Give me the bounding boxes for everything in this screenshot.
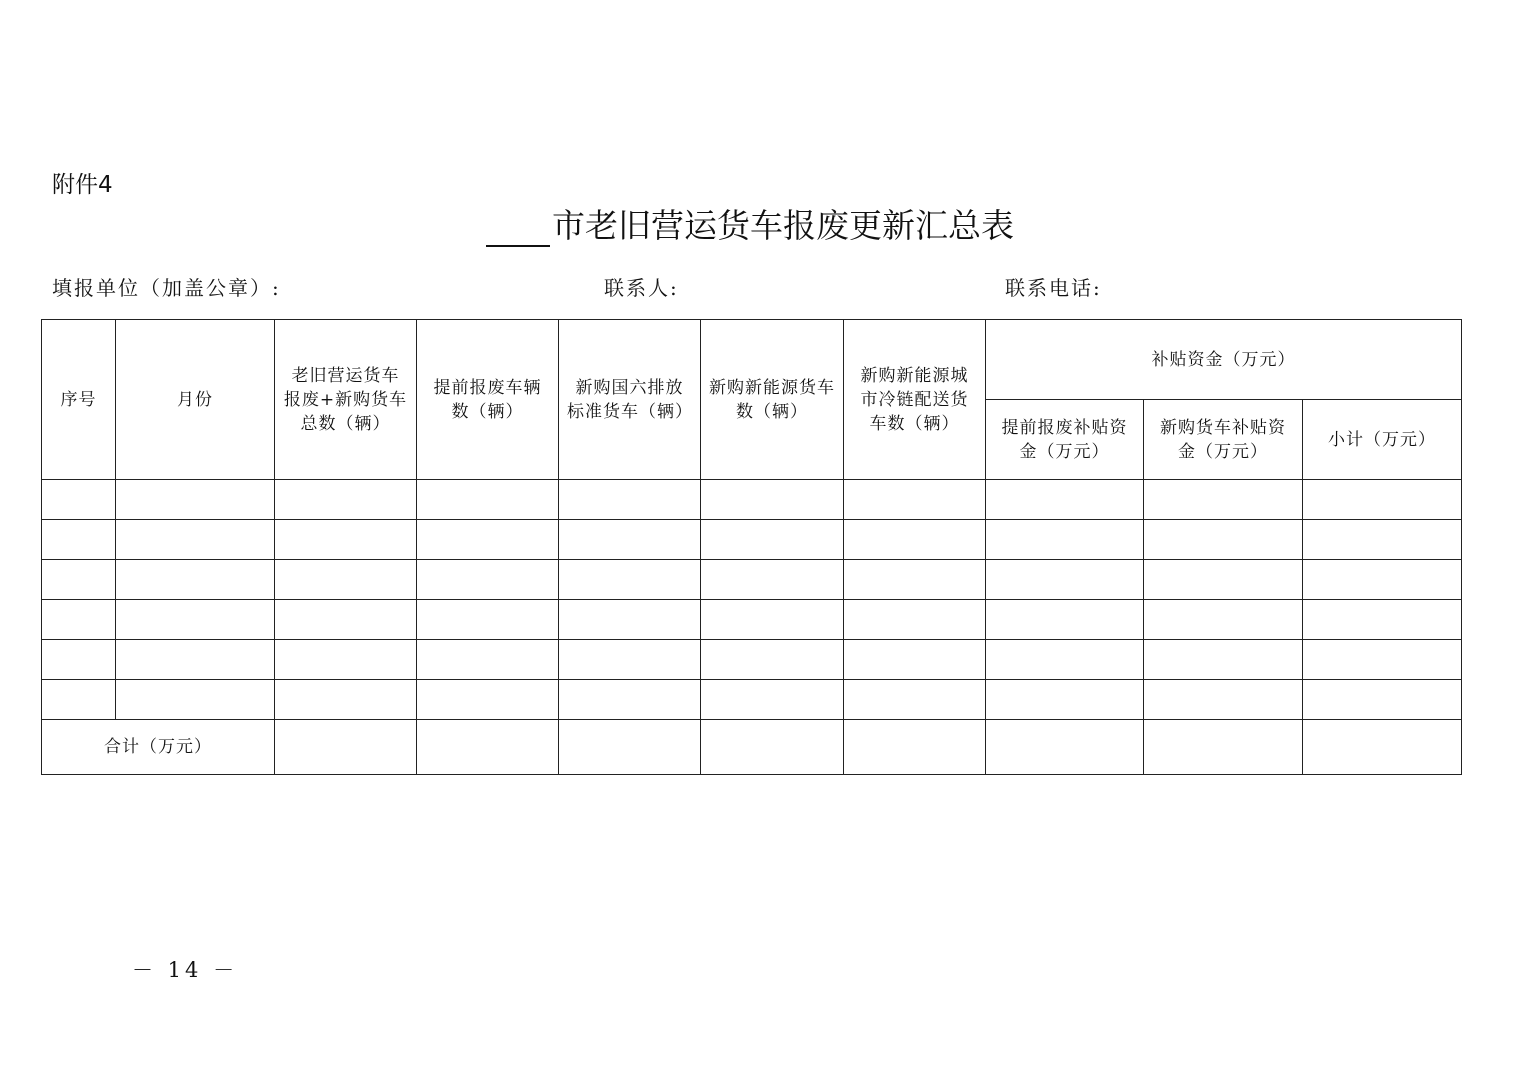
table-cell[interactable]	[417, 600, 559, 640]
table-cell[interactable]	[417, 680, 559, 720]
table-cell[interactable]	[1144, 640, 1303, 680]
table-cell[interactable]	[701, 680, 844, 720]
table-cell[interactable]	[42, 520, 116, 560]
table-cell[interactable]	[701, 640, 844, 680]
table-cell[interactable]	[1303, 560, 1462, 600]
table-cell[interactable]	[701, 600, 844, 640]
table-cell[interactable]	[42, 640, 116, 680]
total-cell[interactable]	[559, 720, 701, 775]
table-cell[interactable]	[417, 480, 559, 520]
header-new-energy: 新购新能源货车数（辆）	[701, 320, 844, 480]
table-row	[42, 560, 1462, 600]
table-cell[interactable]	[1144, 600, 1303, 640]
total-label: 合计（万元）	[42, 720, 275, 775]
table-cell[interactable]	[986, 600, 1144, 640]
table-cell[interactable]	[1303, 600, 1462, 640]
attachment-label: 附件4	[52, 172, 113, 198]
table-cell[interactable]	[116, 600, 275, 640]
table-cell[interactable]	[844, 680, 986, 720]
table-cell[interactable]	[1144, 480, 1303, 520]
table-cell[interactable]	[417, 640, 559, 680]
table-cell[interactable]	[701, 560, 844, 600]
table-cell[interactable]	[559, 600, 701, 640]
table-cell[interactable]	[559, 560, 701, 600]
page-title	[0, 200, 1500, 247]
total-cell[interactable]	[1144, 720, 1303, 775]
total-cell[interactable]	[1303, 720, 1462, 775]
table-cell[interactable]	[275, 560, 417, 600]
table-cell[interactable]	[986, 480, 1144, 520]
total-cell[interactable]	[986, 720, 1144, 775]
table-cell[interactable]	[1303, 480, 1462, 520]
table-cell[interactable]	[559, 520, 701, 560]
table-cell[interactable]	[417, 560, 559, 600]
title-blank-line	[486, 209, 550, 247]
table-cell[interactable]	[42, 480, 116, 520]
total-row	[42, 720, 1462, 775]
table-cell[interactable]	[701, 480, 844, 520]
total-cell[interactable]	[275, 720, 417, 775]
table-cell[interactable]	[844, 480, 986, 520]
header-subsidy-purchase: 新购货车补贴资金（万元）	[1144, 400, 1303, 480]
table-cell[interactable]	[417, 520, 559, 560]
header-total: 老旧营运货车报废+新购货车总数（辆）	[275, 320, 417, 480]
fill-contact-label: 联系人:	[604, 276, 679, 300]
table-cell[interactable]	[116, 640, 275, 680]
table-cell[interactable]	[986, 520, 1144, 560]
header-cold-chain: 新购新能源城市冷链配送货车数（辆）	[844, 320, 986, 480]
table-cell[interactable]	[116, 480, 275, 520]
table-cell[interactable]	[559, 480, 701, 520]
table-cell[interactable]	[986, 560, 1144, 600]
table-cell[interactable]	[701, 520, 844, 560]
total-cell[interactable]	[701, 720, 844, 775]
table-row	[42, 520, 1462, 560]
table-cell[interactable]	[275, 480, 417, 520]
header-early-scrap: 提前报废车辆数（辆）	[417, 320, 559, 480]
table-cell[interactable]	[844, 600, 986, 640]
table-cell[interactable]	[844, 560, 986, 600]
table-cell[interactable]	[559, 640, 701, 680]
table-cell[interactable]	[42, 600, 116, 640]
table-cell[interactable]	[275, 520, 417, 560]
table-row	[42, 640, 1462, 680]
table-cell[interactable]	[116, 560, 275, 600]
table-cell[interactable]	[844, 640, 986, 680]
table-cell[interactable]	[275, 640, 417, 680]
table-cell[interactable]	[986, 640, 1144, 680]
header-month: 月份	[116, 320, 275, 480]
page-number: － 14 －	[132, 958, 239, 982]
title-text: 市老旧营运货车报废更新汇总表	[552, 206, 1014, 245]
table-row	[42, 480, 1462, 520]
fill-phone-label: 联系电话:	[1005, 276, 1102, 300]
table-cell[interactable]	[42, 560, 116, 600]
header-seq: 序号	[42, 320, 116, 480]
table-cell[interactable]	[1144, 520, 1303, 560]
table-cell[interactable]	[1303, 520, 1462, 560]
table-cell[interactable]	[986, 680, 1144, 720]
header-subsidy-scrap: 提前报废补贴资金（万元）	[986, 400, 1144, 480]
table-row	[42, 600, 1462, 640]
table-cell[interactable]	[1144, 560, 1303, 600]
table-cell[interactable]	[116, 520, 275, 560]
table-cell[interactable]	[1144, 680, 1303, 720]
header-subsidy-group: 补贴资金（万元）	[986, 320, 1462, 400]
table-row	[42, 680, 1462, 720]
table-cell[interactable]	[275, 680, 417, 720]
table-cell[interactable]	[559, 680, 701, 720]
table-cell[interactable]	[844, 520, 986, 560]
total-cell[interactable]	[417, 720, 559, 775]
table-cell[interactable]	[42, 680, 116, 720]
table-cell[interactable]	[1303, 640, 1462, 680]
summary-table	[41, 319, 1462, 775]
header-subtotal: 小计（万元）	[1303, 400, 1462, 480]
fill-unit-label: 填报单位（加盖公章）:	[52, 276, 281, 300]
table-cell[interactable]	[116, 680, 275, 720]
total-cell[interactable]	[844, 720, 986, 775]
header-china6: 新购国六排放标准货车（辆）	[559, 320, 701, 480]
table-cell[interactable]	[1303, 680, 1462, 720]
table-cell[interactable]	[275, 600, 417, 640]
